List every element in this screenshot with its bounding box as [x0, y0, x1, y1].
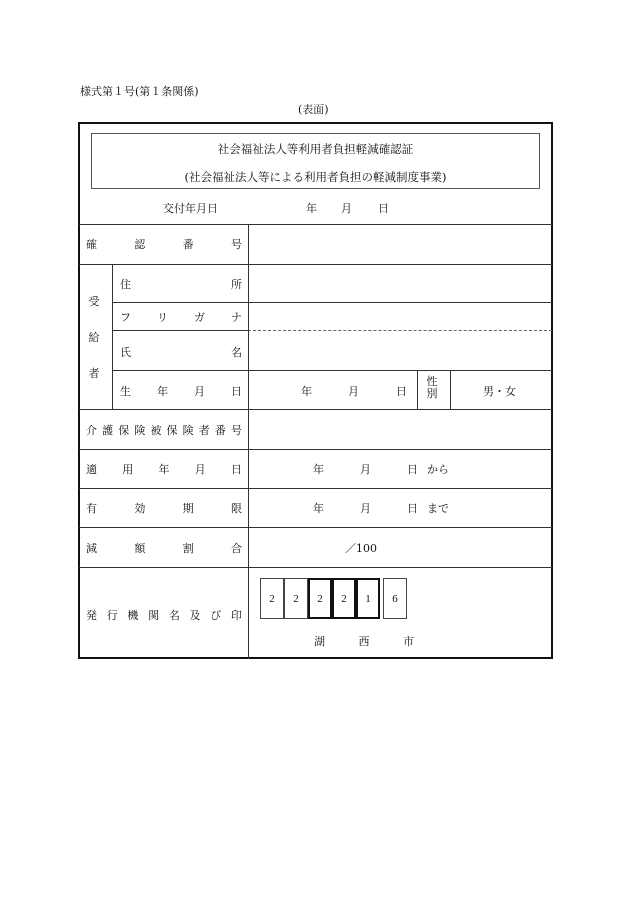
start-month-unit: 月	[360, 463, 371, 476]
sex-label: 性 別	[426, 375, 438, 400]
expiry-year-unit: 年	[313, 502, 324, 515]
birth-month-unit: 月	[348, 385, 359, 398]
face-label: (表面)	[298, 103, 329, 116]
issue-month-unit: 月	[341, 202, 352, 215]
birth-year-unit: 年	[301, 385, 312, 398]
title-box	[91, 133, 540, 189]
row-divider	[79, 264, 552, 265]
issue-day-unit: 日	[378, 202, 389, 215]
row-divider	[79, 224, 552, 225]
expiry-suffix: まで	[427, 502, 449, 515]
reduction-rate-label: 減 額 割 合	[86, 542, 242, 555]
birth-day-unit: 日	[396, 385, 407, 398]
issuer-number-digit: 2	[308, 578, 332, 619]
row-divider	[112, 302, 552, 303]
form-reference: 様式第１号(第１条関係)	[80, 85, 199, 98]
start-suffix: から	[427, 463, 449, 476]
column-divider	[248, 224, 249, 659]
row-divider	[79, 567, 552, 568]
dashed-divider	[248, 330, 552, 331]
row-divider	[79, 527, 552, 528]
row-divider	[79, 488, 552, 489]
start-day-unit: 日	[407, 463, 418, 476]
reduction-rate-value: ／100	[345, 542, 377, 555]
expiry-day-unit: 日	[407, 502, 418, 515]
issuer-city-name: 湖 西 市	[314, 635, 414, 648]
issuer-number-digit: 6	[383, 578, 407, 619]
expiry-label: 有 効 期 限	[86, 502, 242, 515]
address-label: 住 所	[120, 278, 242, 291]
certificate-subtitle: (社会福祉法人等による利用者負担の軽減制度事業)	[184, 170, 447, 184]
insured-number-label: 介 護 保 険 被 保 険 者 番 号	[86, 424, 242, 437]
sex-options: 男・女	[483, 385, 516, 398]
row-divider	[112, 370, 552, 371]
row-divider	[79, 409, 552, 410]
issue-year-unit: 年	[306, 202, 317, 215]
issuer-number-digit: 2	[260, 578, 284, 619]
row-divider	[112, 330, 248, 331]
expiry-month-unit: 月	[360, 502, 371, 515]
name-label: 氏 名	[120, 346, 242, 359]
confirmation-number-label: 確 認 番 号	[86, 238, 242, 251]
start-year-unit: 年	[313, 463, 324, 476]
issuer-number-digit: 2	[332, 578, 356, 619]
certificate-title: 社会福祉法人等利用者負担軽減確認証	[217, 142, 414, 156]
start-date-label: 適 用 年 月 日	[86, 463, 242, 476]
column-divider	[450, 370, 451, 409]
issuer-number-digit: 1	[356, 578, 380, 619]
birth-date-label: 生 年 月 日	[120, 385, 242, 398]
furigana-label: フ リ ガ ナ	[120, 311, 242, 324]
issuer-label: 発 行 機 関 名 及 び 印	[86, 609, 242, 622]
recipient-label: 受 給 者	[88, 295, 100, 380]
row-divider	[79, 449, 552, 450]
issue-date-label: 交付年月日	[163, 202, 218, 215]
column-divider	[112, 264, 113, 409]
issuer-number-digit: 2	[284, 578, 308, 619]
column-divider	[417, 370, 418, 409]
